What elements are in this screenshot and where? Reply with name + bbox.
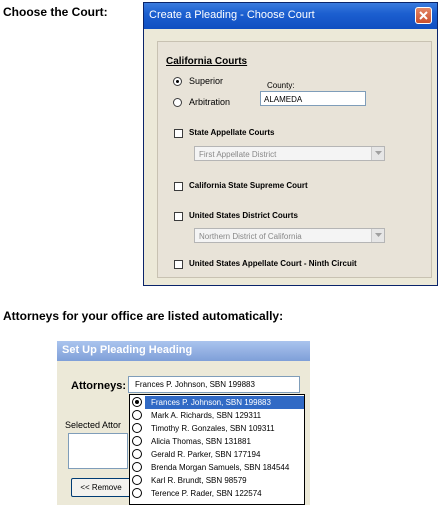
chevron-down-icon xyxy=(375,151,382,156)
attorney-option-label: Karl R. Brundt, SBN 98579 xyxy=(151,476,247,485)
district-dropdown-arrow xyxy=(371,229,384,242)
court-options-panel xyxy=(157,41,432,278)
choose-court-dialog xyxy=(143,2,438,286)
choose-court-title: Create a Pleading - Choose Court xyxy=(149,9,315,21)
radio-icon xyxy=(132,462,142,472)
close-button[interactable] xyxy=(415,7,432,24)
district-select[interactable] xyxy=(194,228,385,243)
attorney-option-label: Terence P. Rader, SBN 122574 xyxy=(151,489,262,498)
county-input[interactable]: ALAMEDA xyxy=(260,91,366,106)
pleading-heading-dialog xyxy=(57,341,310,505)
superior-radio-label: Superior xyxy=(189,76,224,86)
attorney-option-label: Brenda Morgan Samuels, SBN 184544 xyxy=(151,463,290,472)
attorneys-caption: Attorneys for your office are listed automatically: xyxy=(3,309,284,323)
arbitration-radio-label: Arbitration xyxy=(189,97,231,107)
ninth-circuit-label: United States Appellate Court - Ninth Circuit xyxy=(189,259,357,268)
chevron-down-icon xyxy=(375,233,382,238)
attorney-option[interactable] xyxy=(130,487,304,500)
attorney-option[interactable] xyxy=(130,435,304,448)
choose-court-titlebar xyxy=(144,3,437,29)
radio-icon xyxy=(132,475,142,485)
attorneys-select[interactable]: Frances P. Johnson, SBN 199883 xyxy=(128,376,300,393)
pleading-heading-title: Set Up Pleading Heading xyxy=(62,344,193,356)
attorney-option-label: Frances P. Johnson, SBN 199883 xyxy=(145,396,304,409)
selected-attorneys-label: Selected Attor xyxy=(65,420,122,430)
superior-radio[interactable] xyxy=(173,77,182,86)
county-label: County: xyxy=(267,81,295,90)
state-appellate-label: State Appellate Courts xyxy=(189,128,275,137)
attorney-option[interactable] xyxy=(130,422,304,435)
radio-icon xyxy=(132,410,142,420)
appellate-district-value: First Appellate District xyxy=(199,150,277,159)
selected-attorneys-list[interactable] xyxy=(68,433,128,469)
district-courts-checkbox[interactable] xyxy=(174,212,183,221)
radio-selected-icon xyxy=(132,397,142,407)
supreme-court-checkbox[interactable] xyxy=(174,182,183,191)
radio-icon xyxy=(132,449,142,459)
attorney-option-label: Mark A. Richards, SBN 129311 xyxy=(151,411,262,420)
pleading-heading-titlebar xyxy=(57,341,310,361)
close-icon xyxy=(419,11,428,20)
attorney-option[interactable] xyxy=(130,461,304,474)
remove-button[interactable]: << Remove xyxy=(71,478,131,497)
state-appellate-checkbox[interactable] xyxy=(174,129,183,138)
attorneys-dropdown-list xyxy=(129,394,305,505)
choose-court-caption: Choose the Court: xyxy=(3,5,108,19)
district-value: Northern District of California xyxy=(199,232,302,241)
attorney-option-label: Gerald R. Parker, SBN 177194 xyxy=(151,450,261,459)
attorney-option[interactable] xyxy=(130,474,304,487)
appellate-district-select[interactable] xyxy=(194,146,385,161)
attorneys-label: Attorneys: xyxy=(71,380,127,392)
attorney-option[interactable] xyxy=(130,396,304,409)
ninth-circuit-checkbox[interactable] xyxy=(174,260,183,269)
appellate-dropdown-arrow xyxy=(371,147,384,160)
supreme-court-label: California State Supreme Court xyxy=(189,181,308,190)
arbitration-radio[interactable] xyxy=(173,98,182,107)
attorney-option-label: Timothy R. Gonzales, SBN 109311 xyxy=(151,424,275,433)
district-courts-label: United States District Courts xyxy=(189,211,298,220)
attorney-option[interactable] xyxy=(130,448,304,461)
radio-icon xyxy=(132,436,142,446)
california-courts-heading: California Courts xyxy=(166,56,248,67)
radio-icon xyxy=(132,423,142,433)
radio-icon xyxy=(132,488,142,498)
attorney-option-label: Alicia Thomas, SBN 131881 xyxy=(151,437,251,446)
attorney-option[interactable] xyxy=(130,409,304,422)
